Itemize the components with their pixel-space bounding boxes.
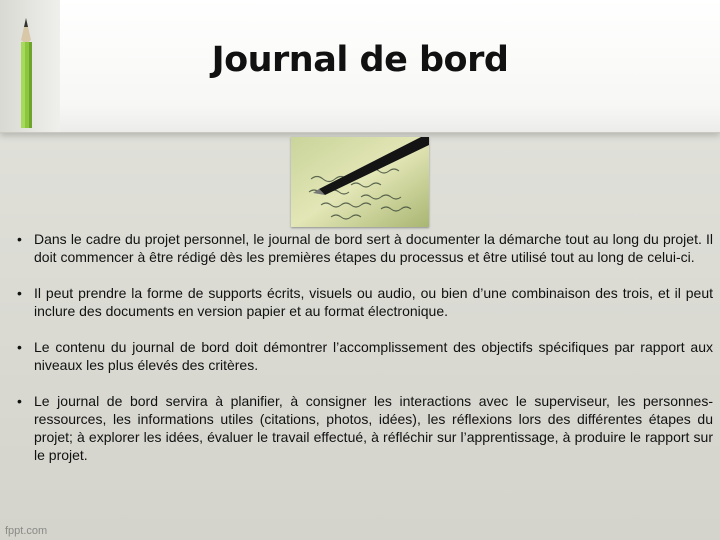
- bullet-text: Dans le cadre du projet personnel, le journal de bord sert à documenter la démarche tout au long du projet. Il doit commencer à être rédigé dès les premières étapes du processus et être utilisé tout au long de celui-ci.: [34, 231, 713, 265]
- handwriting-pen-photo: [291, 137, 429, 227]
- bullet-item: [17, 338, 713, 374]
- bullet-marker: •: [17, 231, 22, 247]
- bullet-marker: •: [17, 339, 22, 355]
- bullet-text: Il peut prendre la forme de supports écrits, visuels ou audio, ou bien d’une combinaison des trois, et il peut inclure des documents en version papier et au format électronique.: [34, 285, 713, 319]
- bullet-marker: •: [17, 393, 22, 409]
- slide-title: Journal de bord: [211, 40, 509, 80]
- bullet-item: [17, 392, 713, 464]
- bullet-list: [17, 230, 713, 482]
- bullet-marker: •: [17, 285, 22, 301]
- header-band: [0, 0, 720, 133]
- footer-watermark: fppt.com: [5, 525, 48, 537]
- bullet-item: [17, 230, 713, 266]
- bullet-text: Le journal de bord servira à planifier, à consigner les interactions avec le superviseur, les personnes-ressources, les informations utiles (citations, photos, idées), les réflexions lors des différentes étapes du projet; à explorer les idées, évaluer le travail effectué, à réfléchir sur l’apprentissage, à produire le rapport sur le projet.: [34, 393, 713, 463]
- bullet-item: [17, 284, 713, 320]
- bullet-text: Le contenu du journal de bord doit démontrer l’accomplissement des objectifs spécifiques par rapport aux niveaux les plus élevés des critères.: [34, 339, 713, 373]
